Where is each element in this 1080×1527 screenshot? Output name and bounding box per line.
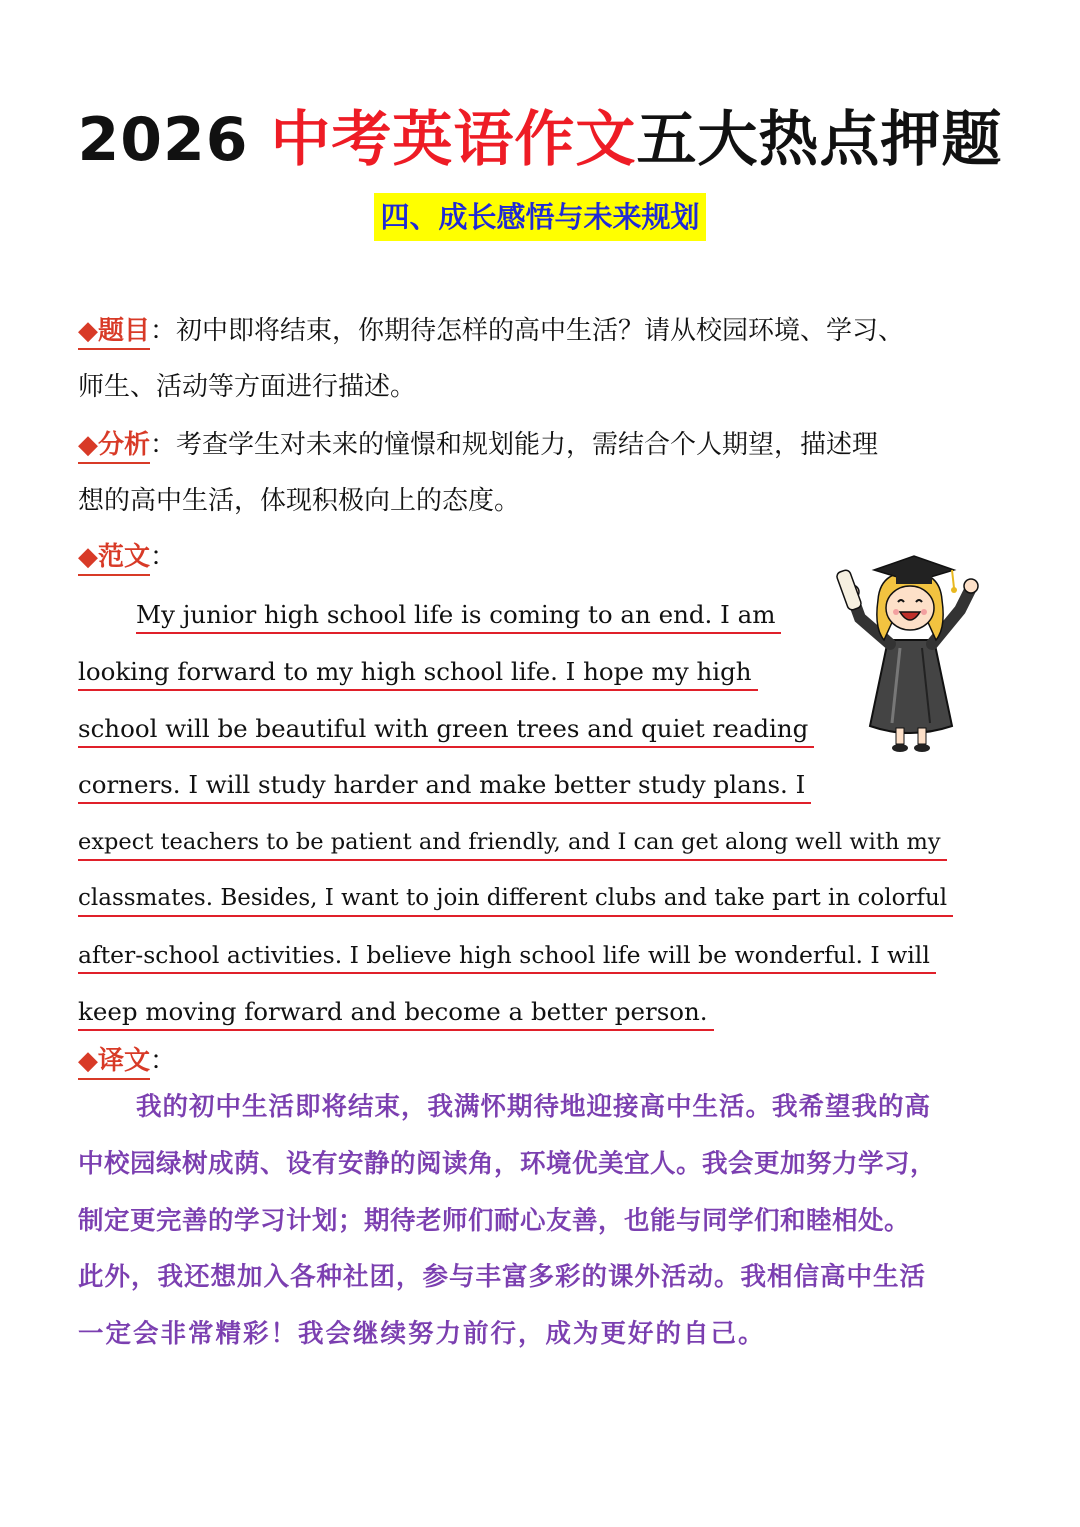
sample-line-6: classmates. Besides, I want to join different clubs and take part in colorful [78,881,953,917]
sample-line-5: expect teachers to be patient and friendly, and I can get along well with my [78,825,947,861]
translation-label: ◆译文 [78,1046,150,1080]
sample-line-7: after-school activities. I believe high school life will be wonderful. I will [78,938,936,974]
sample-line-1: My junior high school life is coming to an end. I am [136,598,781,634]
translation-line-5: 一定会非常精彩！我会继续努力前行，成为更好的自己。 [78,1319,766,1349]
analysis-line-2: 想的高中生活，体现积极向上的态度。 [78,486,521,516]
translation-line-1: 我的初中生活即将结束，我满怀期待地迎接高中生活。我希望我的高 [136,1092,932,1122]
section-subtitle: 四、成长感悟与未来规划 [374,193,705,241]
translation-line-2: 中校园绿树成荫、设有安静的阅读角，环境优美宜人。我会更加努力学习， [78,1149,937,1179]
sample-line-3: school will be beautiful with green trees and quiet reading [78,712,814,748]
analysis-line-1: ◆分析：考查学生对未来的憧憬和规划能力，需结合个人期望，描述理 [78,428,878,462]
title-year: 2026 [77,105,271,175]
graduate-girl-icon [830,548,990,758]
topic-line-1: ◆题目：初中即将结束，你期待怎样的高中生活？请从校园环境、学习、 [78,314,904,348]
analysis-label: ◆分析 [78,430,150,464]
sample-line-8: keep moving forward and become a better person. [78,995,714,1031]
subtitle-wrap [0,193,1080,241]
title-rest: 五大热点押题 [636,105,1003,175]
page-title [0,92,1080,178]
sample-line-4: corners. I will study harder and make better study plans. I [78,768,811,804]
title-highlight: 中考英语作文 [270,105,637,175]
translation-heading: ◆译文： [78,1044,176,1078]
topic-line-2: 师生、活动等方面进行描述。 [78,372,417,402]
sample-label: ◆范文 [78,542,150,576]
translation-line-4: 此外，我还想加入各种社团，参与丰富多彩的课外活动。我相信高中生活 [78,1262,927,1292]
sample-line-2: looking forward to my high school life. I hope my high [78,655,758,691]
translation-line-3: 制定更完善的学习计划；期待老师们耐心友善，也能与同学们和睦相处。 [78,1206,911,1236]
topic-label: ◆题目 [78,316,150,350]
sample-heading: ◆范文： [78,540,176,574]
